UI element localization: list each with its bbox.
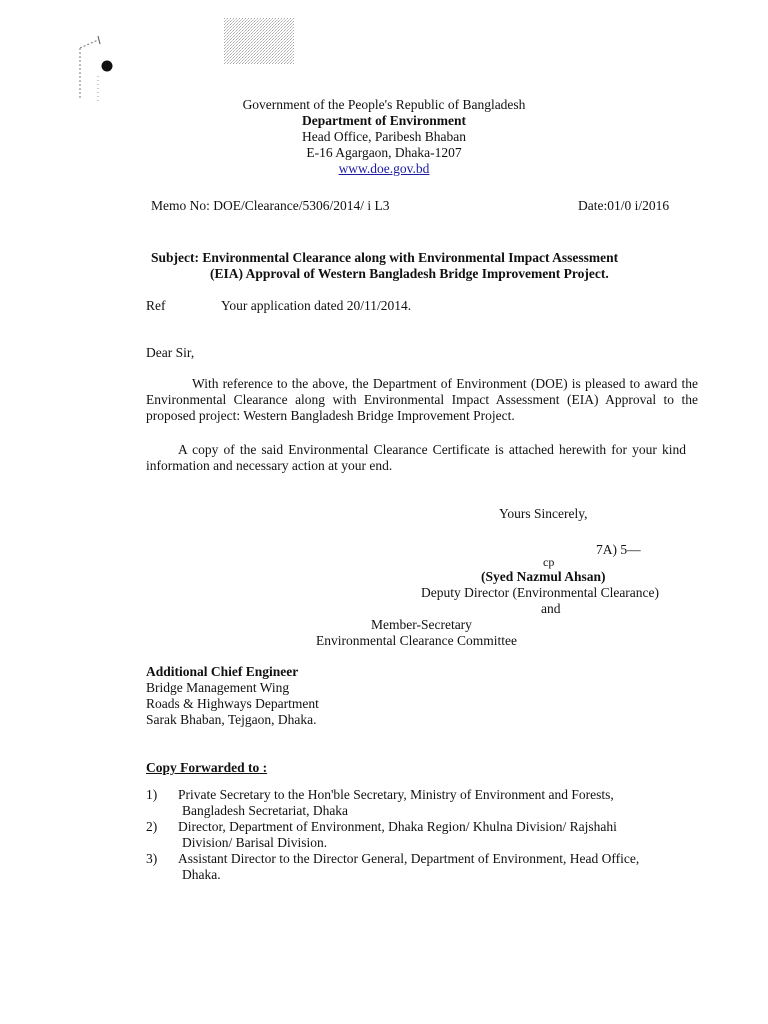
salutation: Dear Sir, [146, 345, 195, 360]
list-item [146, 819, 706, 851]
list-item-line-2: Dhaka. [182, 867, 221, 882]
list-item-number: 2) [146, 819, 158, 834]
department-name: Department of Environment [302, 113, 466, 128]
list-item-line-2: Division/ Barisal Division. [182, 835, 328, 850]
signatory-designation: Deputy Director (Environmental Clearance) [421, 585, 660, 600]
memo-date: Date:01/0 i/2016 [578, 198, 670, 213]
ref-text: Your application dated 20/11/2014. [221, 298, 412, 313]
list-item-number: 1) [146, 787, 158, 802]
list-item-line-2: Bangladesh Secretariat, Dhaka [182, 803, 349, 818]
list-item [146, 787, 706, 819]
list-item-line-1: Private Secretary to the Hon'ble Secretary, Ministry of Environment and Forests, [178, 787, 614, 802]
signature-scribble: 7A) 5— [596, 542, 641, 557]
seal-stamp-icon [224, 18, 294, 64]
addressee-line-3: Sarak Bhaban, Tejgaon, Dhaka. [146, 712, 317, 727]
website-link[interactable]: www.doe.gov.bd [338, 161, 430, 176]
body-paragraph-1: With reference to the above, the Department of Environment (DOE) is pleased to award the Environmental Clearance along with Environmental Impact Assessment (EIA) Approval to the proposed project: Western Bangladesh Bridge Improvement Project. [146, 376, 698, 423]
addressee-line-2: Roads & Highways Department [146, 696, 319, 711]
list-item-number: 3) [146, 851, 158, 866]
body-paragraph-2: A copy of the said Environmental Clearance Certificate is attached herewith for your kind information and necessary action at your end. [146, 442, 686, 473]
office-address: E-16 Agargaon, Dhaka-1207 [306, 145, 462, 160]
office-name: Head Office, Paribesh Bhaban [302, 129, 466, 144]
government-emblem-icon [68, 30, 118, 105]
copy-forwarded-heading: Copy Forwarded to : [146, 760, 268, 775]
signature-cp: cp [543, 555, 555, 569]
addressee-line-1: Bridge Management Wing [146, 680, 290, 695]
list-item-line-1: Director, Department of Environment, Dhaka Region/ Khulna Division/ Rajshahi [178, 819, 617, 834]
ref-label: Ref [146, 298, 166, 313]
website-link-wrap [200, 161, 568, 177]
subject-line-2: (EIA) Approval of Western Bangladesh Bridge Improvement Project. [210, 266, 609, 281]
signatory-name: (Syed Nazmul Ahsan) [481, 569, 606, 584]
signatory-and: and [541, 601, 561, 616]
list-item [146, 851, 706, 883]
closing-yours-sincerely: Yours Sincerely, [499, 506, 588, 521]
addressee-title: Additional Chief Engineer [146, 664, 299, 679]
list-item-line-1: Assistant Director to the Director General, Department of Environment, Head Office, [178, 851, 640, 866]
signatory-committee: Environmental Clearance Committee [316, 633, 517, 648]
government-heading: Government of the People's Republic of Bangladesh [242, 97, 526, 112]
subject-line-1: Subject: Environmental Clearance along with Environmental Impact Assessment [151, 250, 619, 265]
memo-number: Memo No: DOE/Clearance/5306/2014/ i L3 [151, 198, 390, 213]
signatory-member: Member-Secretary [371, 617, 472, 632]
